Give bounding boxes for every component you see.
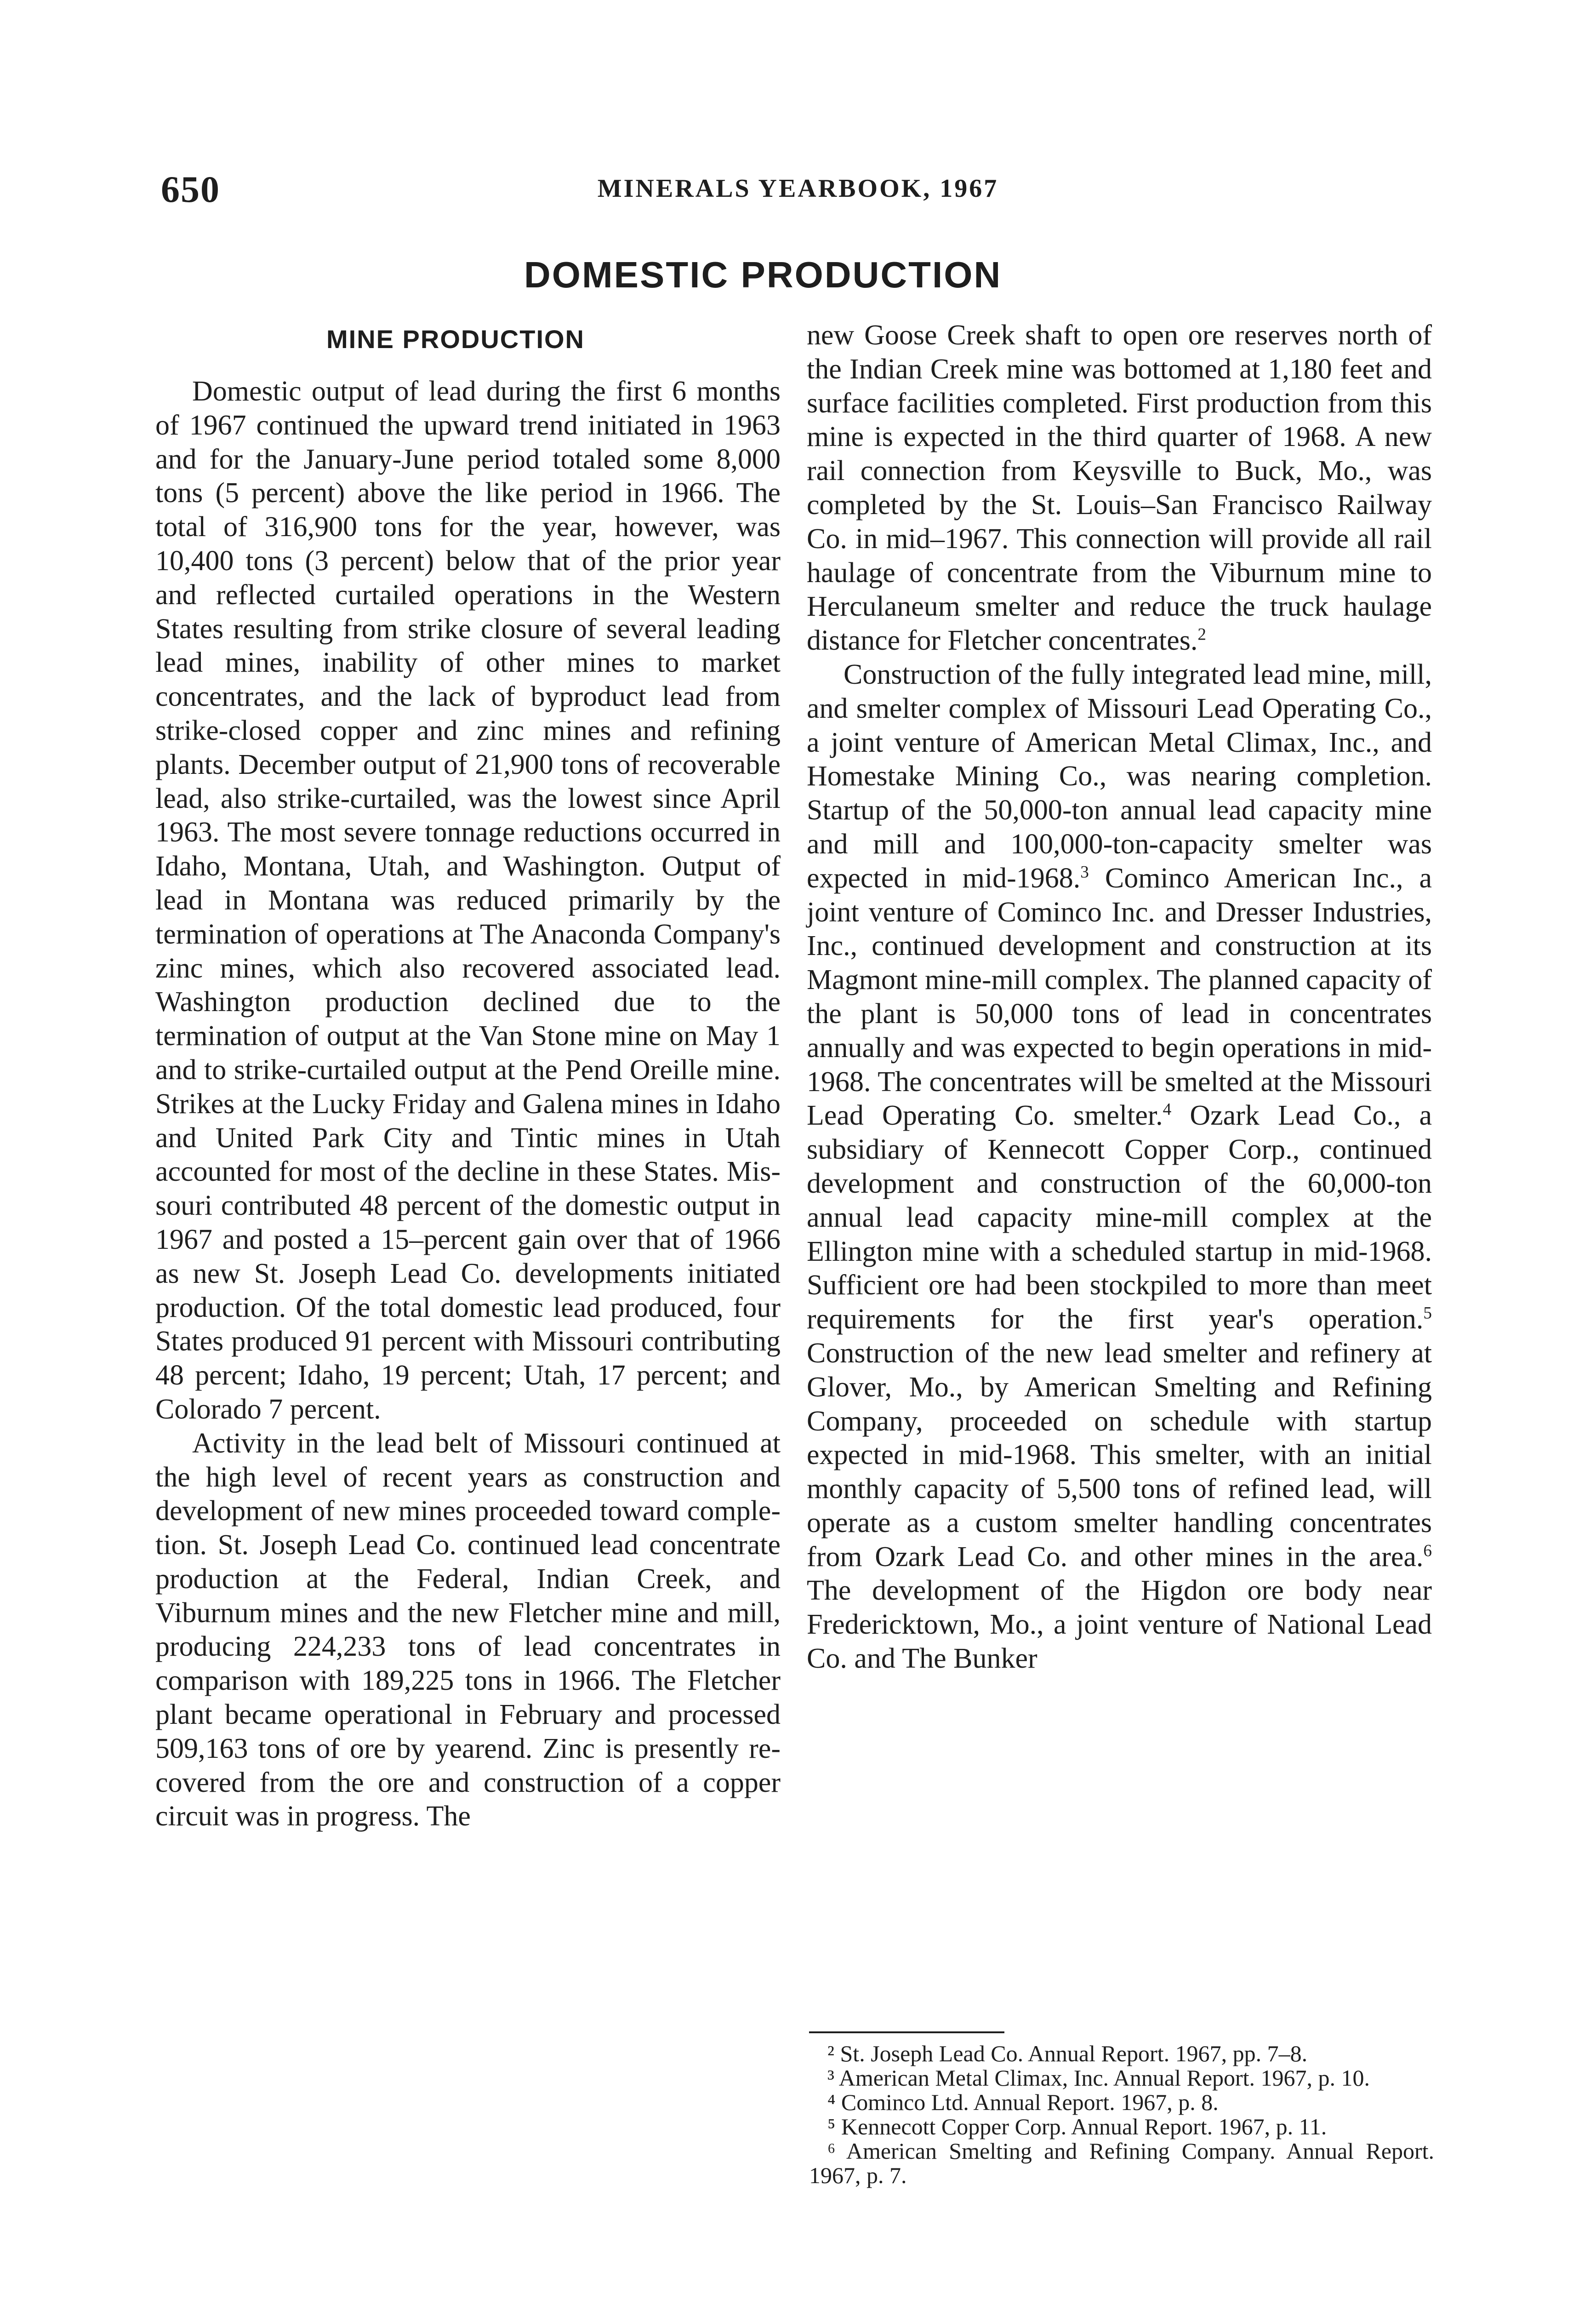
footnote: ⁶ American Smelting and Refining Company. Annual Report. 1967, p. 7. <box>809 2138 1434 2188</box>
section-title: DOMESTIC PRODUCTION <box>524 254 1002 295</box>
footnote: ² St. Joseph Lead Co. Annual Report. 1967, pp. 7–8. <box>827 2041 1308 2066</box>
paragraph-text: Cominco American Inc., a joint venture of Cominco Inc. and Dresser Industries, Inc., continued development and construction at its Magmont mine-mill complex. The planned capacity of the plant is 50,000 tons of lead in concentrates annually and was expected to begin operations in mid-1968. The concentrates will be smelted at the Missouri Lead Operating Co. smelter. <box>807 862 1432 1132</box>
footnote-divider <box>809 2031 1004 2033</box>
running-head: MINERALS YEARBOOK, 1967 <box>597 174 999 203</box>
footnote: ⁵ Kennecott Copper Corp. Annual Report. 1967, p. 11. <box>827 2114 1327 2139</box>
footnote-ref: 3 <box>1080 863 1089 882</box>
paragraph-text: Construction of the new lead smelter and refinery at Glover, Mo., by American Smelting and Refining Company, proceeded on schedule with startup expected in mid-1968. This smelter, with an initial monthly capacity of 5,500 tons of refined lead, will operate as a custom smelter handling concentrates from Ozark Lead Co. and other mines in the area. <box>807 1337 1432 1573</box>
footnote-ref: 2 <box>1197 625 1206 644</box>
paragraph-text: The development of the Higdon ore body near Fredericktown, Mo., a joint venture of National Lead Co. and The Bunker <box>807 1575 1432 1675</box>
body-paragraph: Activity in the lead belt of Missouri continued at the high level of recent years as construction and development of new mines proceeded toward completion. St. Joseph Lead Co. continued lead concentrate production at the Federal, Indian Creek, and Viburnum mines and the new Fletcher mine and mill, producing 224,233 tons of lead concentrates in comparison with 189,225 tons in 1966. The Fletcher plant became operational in February and processed 509,163 tons of ore by yearend. Zinc is presently recovered from the ore and construction of a copper circuit was in progress. The <box>155 1427 781 1832</box>
page-number: 650 <box>161 168 220 210</box>
body-paragraph <box>807 319 1432 658</box>
footnote: ³ American Metal Climax, Inc. Annual Report. 1967, p. 10. <box>827 2065 1370 2091</box>
body-paragraph <box>807 658 1432 1676</box>
right-column <box>807 319 1432 1676</box>
footnote-ref: 5 <box>1423 1304 1432 1323</box>
footnote-ref: 4 <box>1163 1100 1172 1119</box>
footnote: ⁴ Cominco Ltd. Annual Report. 1967, p. 8. <box>827 2089 1219 2115</box>
subsection-title: MINE PRODUCTION <box>326 325 585 354</box>
paragraph-text: Construction of the fully integrated lead mine, mill, and smelter complex of Missouri Lead Operating Co., a joint venture of American Metal Climax, Inc., and Homestake Mining Co., was nearing completion. Startup of the 50,000-ton annual lead capacity mine and mill and 100,000-ton-capacity smelter was expected in mid-1968. <box>807 658 1432 894</box>
paragraph-text: Ozark Lead Co., a subsidiary of Kennecott Copper Corp., continued development and construction of the 60,000-ton annual lead capacity mine-mill complex at the Ellington mine with a scheduled startup in mid-1968. Sufficient ore had been stockpiled to more than meet requirements for the first year's operation. <box>807 1100 1432 1335</box>
footnotes <box>809 2042 1434 2188</box>
footnote-ref: 6 <box>1423 1541 1432 1561</box>
left-column <box>155 375 781 1834</box>
body-paragraph: Domestic output of lead during the first 6 months of 1967 continued the upward trend initiated in 1963 and for the January-June period totaled some 8,000 tons (5 percent) above the like period in 1966. The total of 316,900 tons for the year, however, was 10,400 tons (3 percent) below that of the prior year and reflected curtailed operations in the Western States resulting from strike closure of several leading lead mines, inability of other mines to market concentrates, and the lack of byproduct lead from strike-closed copper and zinc mines and refining plants. December output of 21,900 tons of recoverable lead, also strike-curtailed, was the lowest since April 1963. The most severe tonnage reductions occurred in Idaho, Montana, Utah, and Washington. Output of lead in Montana was reduced primarily by the termination of operations at The Anaconda Company's zinc mines, which also recovered associated lead. Washington production declined due to the termination of output at the Van Stone mine on May 1 and to strike-curtailed output at the Pend Oreille mine. Strikes at the Lucky Friday and Galena mines in Idaho and United Park City and Tintic mines in Utah accounted for most of the decline in these States. Missouri contributed 48 percent of the domestic output in 1967 and posted a 15–percent gain over that of 1966 as new St. Joseph Lead Co. developments initiated production. Of the total domestic lead produced, four States produced 91 percent with Missouri contributing 48 percent; Idaho, 19 percent; Utah, 17 percent; and Colorado 7 percent. <box>155 376 781 1425</box>
paragraph-text: new Goose Creek shaft to open ore reserves north of the Indian Creek mine was bottomed at 1,180 feet and surface facilities completed. First production from this mine is expected in the third quarter of 1968. A new rail connection from Keysville to Buck, Mo., was completed by the St. Louis–San Francisco Railway Co. in mid–1967. This connection will provide all rail haulage of concentrate from the Viburnum mine to Herculaneum smelter and reduce the truck haulage distance for Fletcher concentrates. <box>807 320 1432 657</box>
